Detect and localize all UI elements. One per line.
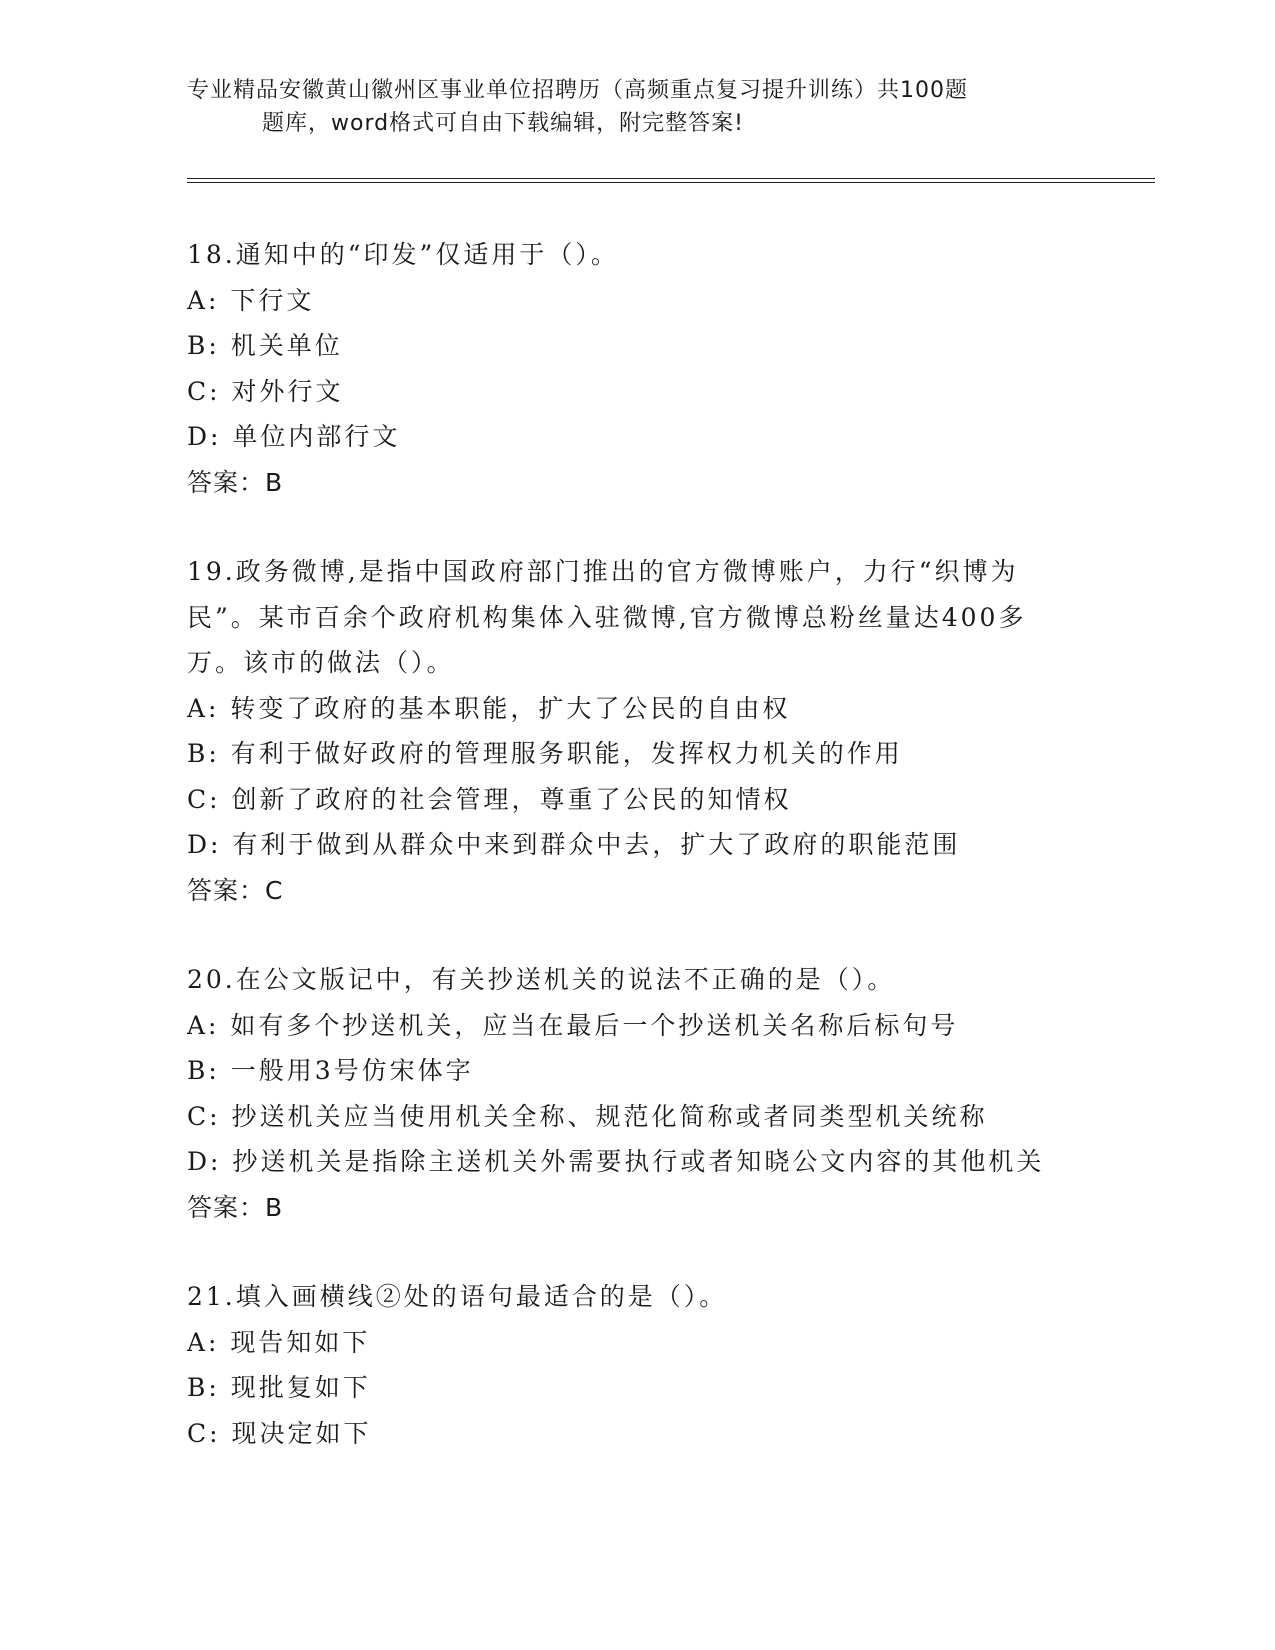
question-21 bbox=[187, 1274, 1087, 1456]
question-20 bbox=[187, 957, 1087, 1230]
header-divider bbox=[187, 178, 1155, 183]
option-b: B: 现批复如下 bbox=[187, 1373, 371, 1402]
question-list bbox=[187, 232, 1087, 1500]
question-stem: 21.填入画横线②处的语句最适合的是（）。 bbox=[187, 1282, 728, 1311]
question-stem-continued: 民”。某市百余个政府机构集体入驻微博,官方微博总粉丝量达400多 bbox=[187, 602, 1027, 632]
question-stem: 20.在公文版记中，有关抄送机关的说法不正确的是（）。 bbox=[187, 965, 896, 994]
question-stem-continued: 万。该市的做法（）。 bbox=[187, 648, 455, 677]
question-stem: 19.政务微博,是指中国政府部门推出的官方微博账户，力行“织博为 bbox=[187, 557, 1019, 586]
header-title-line-1: 专业精品安徽黄山徽州区事业单位招聘历（高频重点复习提升训练）共100题 bbox=[187, 78, 968, 103]
option-c: C: 现决定如下 bbox=[187, 1418, 372, 1448]
header-title-line-2: 题库，word格式可自由下载编辑，附完整答案! bbox=[262, 111, 744, 136]
document-header bbox=[187, 74, 1067, 140]
option-b: B: 有利于做好政府的管理服务职能，发挥权力机关的作用 bbox=[187, 739, 903, 768]
option-c: C: 对外行文 bbox=[187, 376, 344, 406]
option-a: A: 现告知如下 bbox=[187, 1327, 371, 1357]
question-stem: 18.通知中的“印发”仅适用于（）。 bbox=[187, 240, 619, 269]
option-a: A: 如有多个抄送机关，应当在最后一个抄送机关名称后标句号 bbox=[187, 1010, 959, 1040]
option-a: A: 下行文 bbox=[187, 285, 315, 315]
option-c: C: 抄送机关应当使用机关全称、规范化简称或者同类型机关统称 bbox=[187, 1101, 988, 1131]
answer-line: 答案：B bbox=[187, 1192, 284, 1222]
option-d: D: 抄送机关是指除主送机关外需要执行或者知晓公文内容的其他机关 bbox=[187, 1147, 1045, 1176]
question-18 bbox=[187, 232, 1087, 505]
question-19 bbox=[187, 549, 1087, 913]
option-a: A: 转变了政府的基本职能，扩大了公民的自由权 bbox=[187, 693, 791, 723]
option-b: B: 机关单位 bbox=[187, 331, 343, 360]
answer-line: 答案：B bbox=[187, 467, 284, 497]
option-b: B: 一般用3号仿宋体字 bbox=[187, 1056, 474, 1085]
answer-line: 答案：C bbox=[187, 875, 284, 905]
option-d: D: 有利于做到从群众中来到群众中去，扩大了政府的职能范围 bbox=[187, 830, 961, 859]
option-d: D: 单位内部行文 bbox=[187, 422, 401, 451]
option-c: C: 创新了政府的社会管理，尊重了公民的知情权 bbox=[187, 784, 792, 814]
